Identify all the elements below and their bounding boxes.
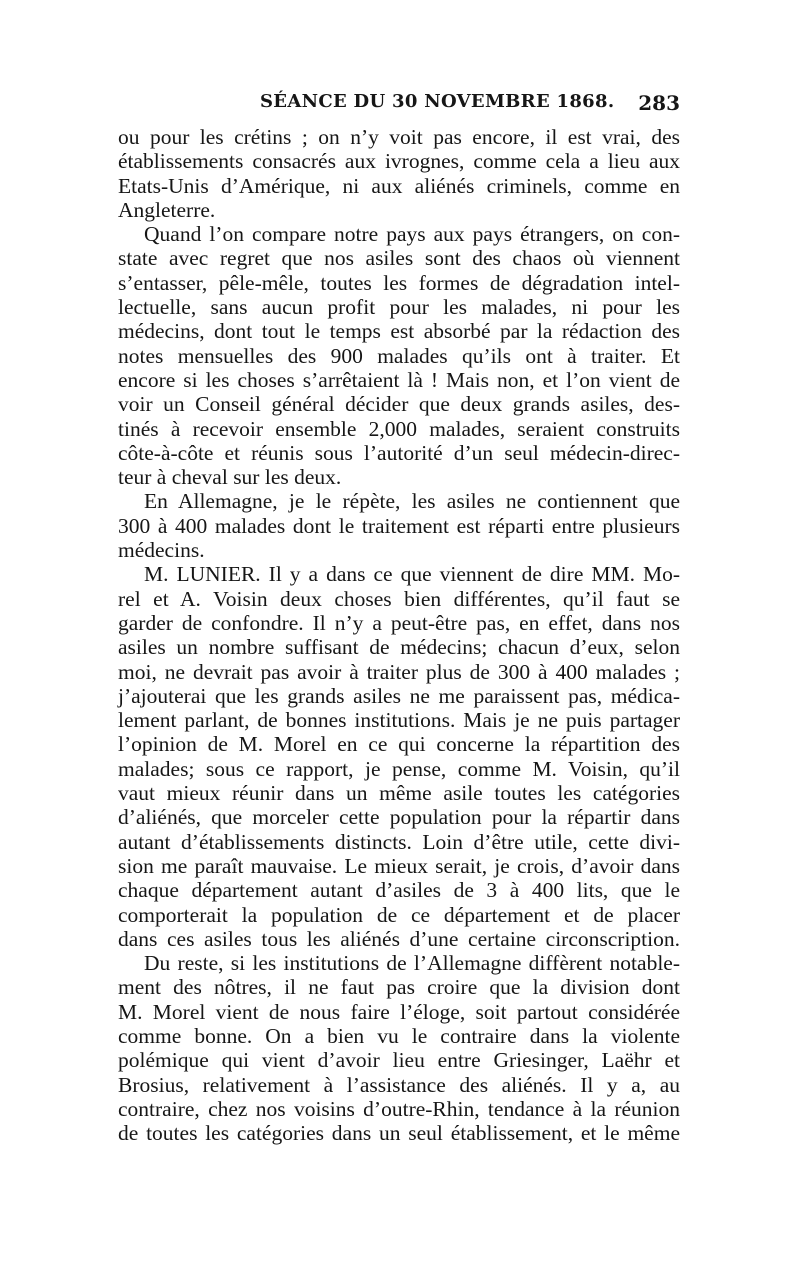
text-line: établissements consacrés aux ivrognes, comme cela a lieu aux: [118, 149, 680, 174]
text-line: M. LUNIER. Il y a dans ce que viennent de dire MM. Mo-: [144, 562, 680, 587]
text-line: côte-à-côte et réunis sous l’autorité d’un seul médecin-direc-: [118, 440, 680, 465]
text-line: sion me paraît mauvaise. Le mieux serait, je crois, d’avoir dans: [118, 853, 680, 878]
text-line: asiles un nombre suffisant de médecins; chacun d’eux, selon: [118, 635, 680, 660]
text-line: notes mensuelles des 900 malades qu’ils ont à traiter. Et: [118, 343, 680, 368]
text-line: ou pour les crétins ; on n’y voit pas encore, il est vrai, des: [118, 125, 680, 149]
text-line: 300 à 400 malades dont le traitement est réparti entre plusieurs: [118, 513, 680, 538]
text-line: chaque département autant d’asiles de 3 à 400 lits, que le: [118, 878, 680, 903]
text-line: Du reste, si les institutions de l’Allemagne diffèrent notable-: [144, 951, 680, 976]
text-line: garder de confondre. Il n’y a peut-être pas, en effet, dans nos: [118, 610, 680, 635]
text-line: médecins, dont tout le temps est absorbé par la rédaction des: [118, 319, 680, 344]
page-header: [118, 91, 680, 121]
text-line: contraire, chez nos voisins d’outre-Rhin, tendance à la réunion: [118, 1096, 680, 1121]
text-line: j’ajouterai que les grands asiles ne me paraissent pas, médica-: [118, 683, 680, 708]
text-line: comme bonne. On a bien vu le contraire dans la violente: [118, 1023, 680, 1048]
text-line: médecins.: [118, 538, 205, 563]
text-line: Quand l’on compare notre pays aux pays étrangers, on con-: [144, 222, 680, 247]
text-line: malades; sous ce rapport, je pense, comme M. Voisin, qu’il: [118, 756, 680, 781]
text-line: ment des nôtres, il ne faut pas croire que la division dont: [118, 975, 680, 1000]
text-line: polémique qui vient d’avoir lieu entre Griesinger, Laëhr et: [118, 1048, 680, 1073]
running-head: SÉANCE DU 30 NOVEMBRE 1868.: [260, 91, 615, 112]
text-line: autant d’établissements distincts. Loin d’être utile, cette divi-: [118, 829, 680, 854]
text-line: En Allemagne, je le répète, les asiles ne contiennent que: [144, 489, 680, 514]
text-line: d’aliénés, que morceler cette population pour la répartir dans: [118, 805, 680, 830]
text-line: teur à cheval sur les deux.: [118, 465, 342, 490]
text-line: de toutes les catégories dans un seul établissement, et le même: [118, 1121, 680, 1146]
text-line: s’entasser, pêle-mêle, toutes les formes de dégradation intel-: [118, 270, 680, 295]
page-number: 283: [638, 91, 680, 115]
text-line: dans ces asiles tous les aliénés d’une certaine circonscription.: [118, 926, 680, 951]
text-line: comporterait la population de ce département et de placer: [118, 902, 680, 927]
text-line: Brosius, relativement à l’assistance des aliénés. Il y a, au: [118, 1072, 680, 1097]
body-text: [118, 125, 680, 1145]
text-line: M. Morel vient de nous faire l’éloge, soit partout considérée: [118, 999, 680, 1024]
text-line: moi, ne devrait pas avoir à traiter plus de 300 à 400 malades ;: [118, 659, 680, 684]
text-line: vaut mieux réunir dans un même asile toutes les catégories: [118, 781, 680, 806]
text-line: lement parlant, de bonnes institutions. Mais je ne puis partager: [118, 708, 680, 733]
text-line: Angleterre.: [118, 197, 216, 222]
text-line: tinés à recevoir ensemble 2,000 malades, seraient construits: [118, 416, 680, 441]
text-line: Etats-Unis d’Amérique, ni aux aliénés criminels, comme en: [118, 173, 680, 198]
text-line: state avec regret que nos asiles sont des chaos où viennent: [118, 246, 680, 271]
text-line: voir un Conseil général décider que deux grands asiles, des-: [118, 392, 680, 417]
text-line: lectuelle, sans aucun profit pour les malades, ni pour les: [118, 295, 680, 320]
text-line: rel et A. Voisin deux choses bien différentes, qu’il faut se: [118, 586, 680, 611]
text-line: l’opinion de M. Morel en ce qui concerne la répartition des: [118, 732, 680, 757]
text-line: encore si les choses s’arrêtaient là ! Mais non, et l’on vient de: [118, 367, 680, 392]
